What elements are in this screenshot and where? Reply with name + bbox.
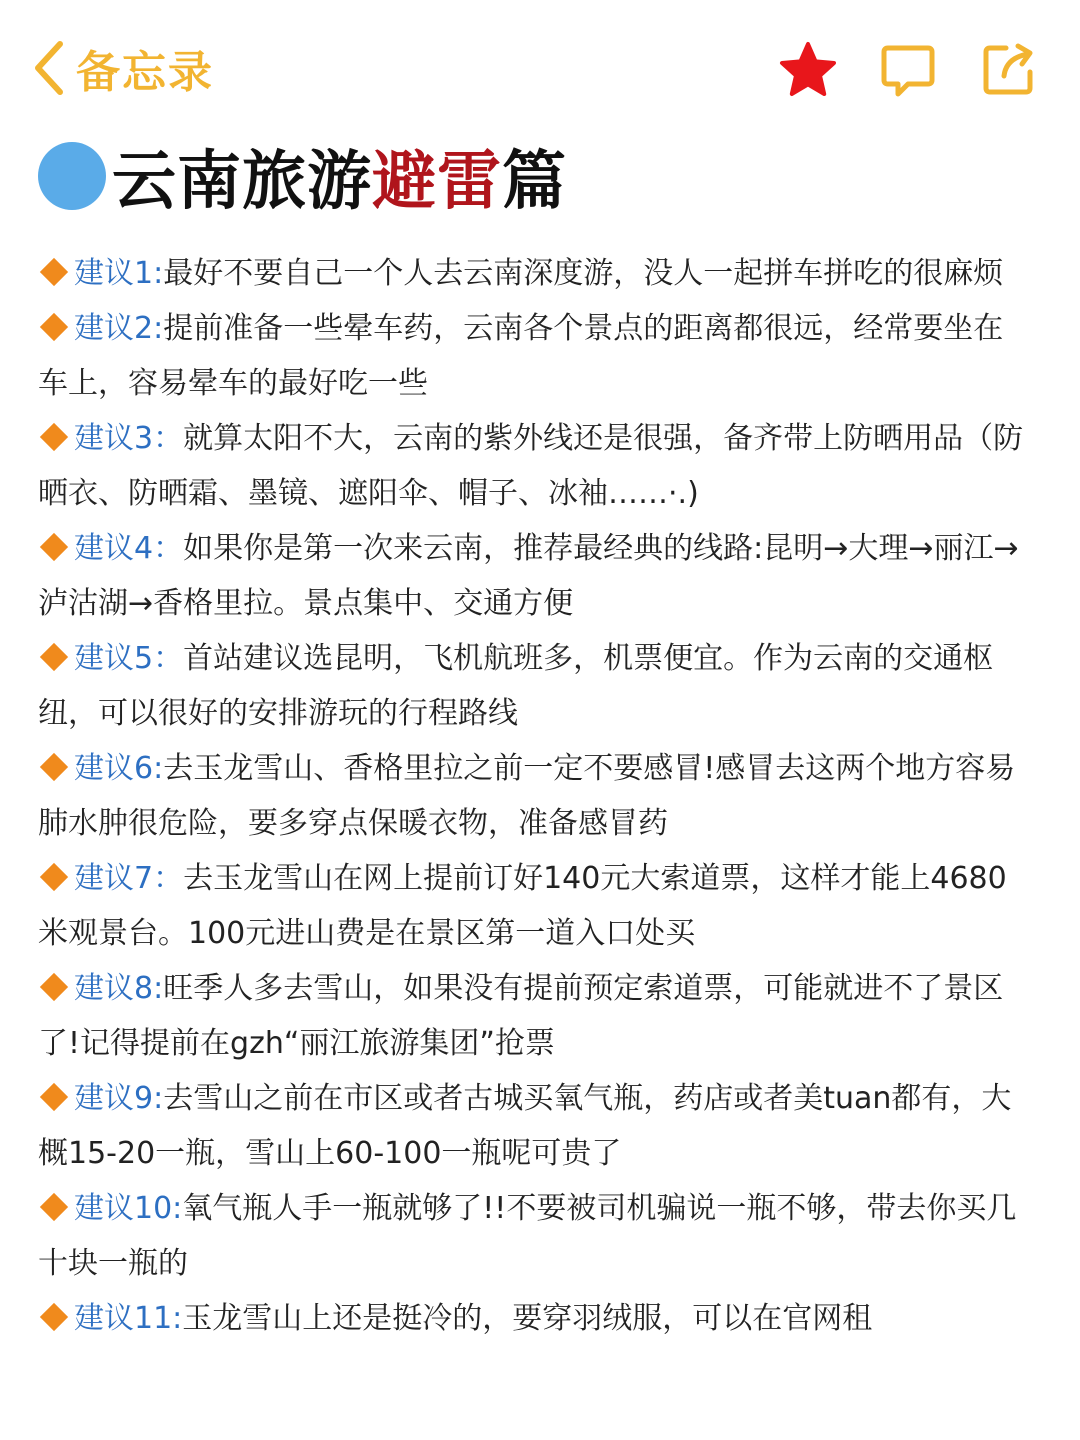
note-body (38, 246, 1033, 1346)
diamond-bullet-icon (40, 863, 68, 891)
tip-item (38, 741, 1033, 851)
tip-text: 就算太阳不大，云南的紫外线还是很强，备齐带上防晒用品（防晒衣、防晒霜、墨镜、遮阳伞、帽子、冰袖……·.) (38, 421, 1024, 511)
tip-label: 建议5： (74, 641, 184, 676)
diamond-bullet-icon (40, 643, 68, 671)
tip-label: 建议10: (74, 1191, 183, 1226)
tip-text: 旺季人多去雪山，如果没有提前预定索道票，可能就进不了景区了!记得提前在gzh“丽江旅游集团”抢票 (38, 971, 1004, 1061)
tip-text: 去玉龙雪山在网上提前订好140元大索道票，这样才能上4680米观景台。100元进山费是在景区第一道入口处买 (38, 861, 1007, 951)
tip-label: 建议8: (74, 971, 164, 1006)
diamond-bullet-icon (40, 423, 68, 451)
tip-text: 去雪山之前在市区或者古城买氧气瓶，药店或者美tuan都有，大概15-20一瓶，雪山上60-100一瓶呢可贵了 (38, 1081, 1012, 1171)
tip-label: 建议6: (74, 751, 164, 786)
note-title (38, 128, 567, 224)
title-part1: 云南旅游 (112, 145, 372, 219)
tip-text: 去玉龙雪山、香格里拉之前一定不要感冒!感冒去这两个地方容易肺水肿很危险，要多穿点保暖衣物，准备感冒药 (38, 751, 1016, 841)
diamond-bullet-icon (40, 533, 68, 561)
tip-label: 建议2: (74, 311, 164, 346)
diamond-bullet-icon (40, 258, 68, 286)
tip-text: 如果你是第一次来云南，推荐最经典的线路:昆明→大理→丽江→泸沽湖→香格里拉。景点集中、交通方便 (38, 531, 1019, 621)
title-highlight: 避雷 (372, 145, 502, 219)
title-bullet-icon (38, 142, 106, 210)
chevron-left-icon (30, 38, 66, 98)
tip-label: 建议11: (74, 1301, 183, 1336)
tip-item (38, 961, 1033, 1071)
tip-label: 建议7： (74, 861, 184, 896)
tip-item (38, 1291, 1033, 1346)
tip-text: 玉龙雪山上还是挺冷的，要穿羽绒服，可以在官网租 (182, 1301, 873, 1336)
diamond-bullet-icon (40, 1193, 68, 1221)
title-text (112, 130, 567, 222)
tip-label: 建议4： (74, 531, 184, 566)
tip-item (38, 1181, 1033, 1291)
tip-item (38, 851, 1033, 961)
diamond-bullet-icon (40, 973, 68, 1001)
tip-label: 建议1: (74, 256, 164, 291)
tip-label: 建议3： (74, 421, 184, 456)
tip-text: 最好不要自己一个人去云南深度游，没人一起拼车拼吃的很麻烦 (163, 256, 1004, 291)
tip-item (38, 631, 1033, 741)
tip-item (38, 246, 1033, 301)
title-part2: 篇 (502, 145, 567, 219)
share-icon[interactable] (978, 40, 1038, 100)
tip-text: 氧气瓶人手一瓶就够了!!不要被司机骗说一瓶不够，带去你买几十块一瓶的 (38, 1191, 1017, 1281)
tip-item (38, 1071, 1033, 1181)
tip-label: 建议9: (74, 1081, 164, 1116)
tip-item (38, 411, 1033, 521)
tip-text: 提前准备一些晕车药，云南各个景点的距离都很远，经常要坐在车上，容易晕车的最好吃一些 (38, 311, 1004, 401)
tip-text: 首站建议选昆明，飞机航班多，机票便宜。作为云南的交通枢纽，可以很好的安排游玩的行程路线 (38, 641, 994, 731)
diamond-bullet-icon (40, 1083, 68, 1111)
tip-item (38, 521, 1033, 631)
back-label: 备忘录 (76, 47, 214, 98)
diamond-bullet-icon (40, 1303, 68, 1331)
back-button[interactable] (30, 36, 214, 100)
navigation-bar (0, 0, 1080, 130)
star-icon[interactable] (778, 40, 838, 100)
comment-icon[interactable] (878, 40, 938, 100)
diamond-bullet-icon (40, 313, 68, 341)
diamond-bullet-icon (40, 753, 68, 781)
tip-item (38, 301, 1033, 411)
